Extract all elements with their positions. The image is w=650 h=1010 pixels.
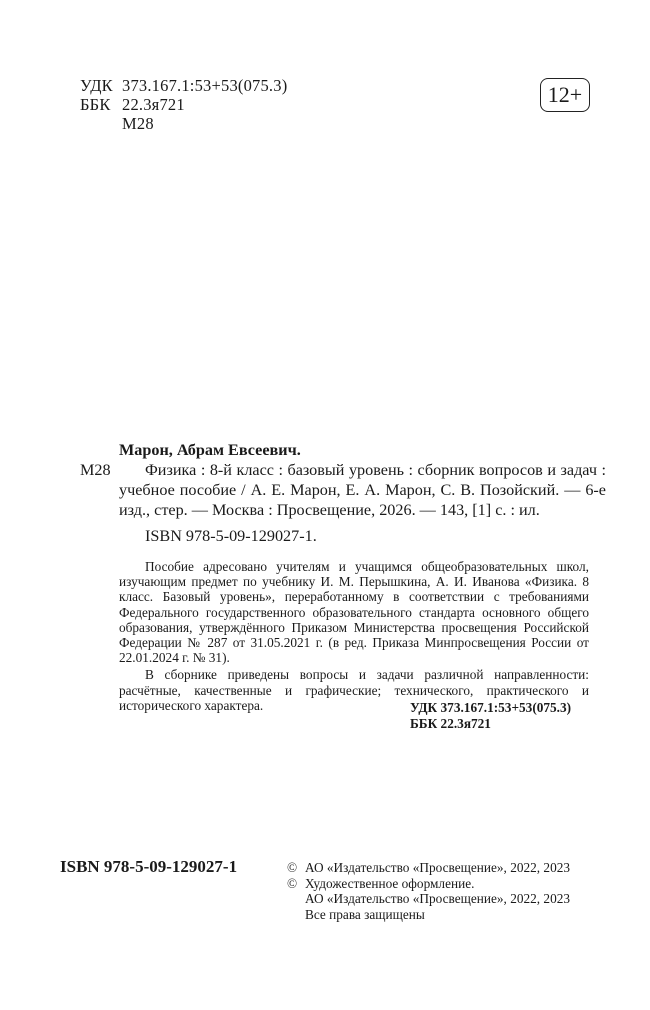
copyright-line: © АО «Издательство «Просвещение», 2022, 2023 xyxy=(287,860,571,875)
entry-author: Марон, Абрам Евсеевич. xyxy=(119,441,301,459)
author-mark-row xyxy=(80,114,287,133)
entry-description: Физика : 8-й класс : базовый уровень : сборник вопросов и задач : учебное пособие / А. Е. Марон, Е. А. Марон, С. В. Позойский. — 6-е изд., стер. — Москва : Просвещение, 2026. — 143, [1] с. : ил. xyxy=(119,461,606,519)
age-rating-badge: 12+ xyxy=(540,78,590,112)
footer-isbn: ISBN 978-5-09-129027-1 xyxy=(60,857,238,876)
bottom-udk: УДК 373.167.1:53+53(075.3) xyxy=(410,700,572,715)
copyright-line: АО «Издательство «Просвещение», 2022, 2023 xyxy=(305,891,571,906)
copyright-block xyxy=(287,860,570,922)
udk-row xyxy=(80,76,287,95)
bbk-value: 22.3я721 xyxy=(122,95,185,114)
udk-label: УДК xyxy=(80,76,113,95)
entry-code: М28 xyxy=(80,461,111,479)
copyright-icon: © xyxy=(287,875,298,891)
bottom-classification xyxy=(410,700,571,731)
bbk-row xyxy=(80,95,287,114)
catalog-entry xyxy=(80,440,606,546)
author-mark: М28 xyxy=(122,114,154,133)
copyright-line: © Художественное оформление. xyxy=(287,875,475,891)
top-classification xyxy=(80,76,287,133)
bottom-bbk: ББК 22.3я721 xyxy=(410,715,491,731)
annotation-paragraph: Пособие адресовано учителям и учащимся общеобразовательных школ, изучающим предмет по учебнику И. М. Перышкина, А. И. Иванова «Физика. 8 класс. Базовый уровень», переработанному в соответствии с требованиями Федерального государственного образовательного стандарта основного общего образования, утверждённого Приказом Министерства просвещения Российской Федерации № 287 от 31.05.2021 г. (в ред. Приказа Минпросвещения России от 22.01.2024 г. № 31). xyxy=(119,559,589,666)
copyright-icon: © xyxy=(287,860,298,875)
entry-isbn: ISBN 978-5-09-129027-1. xyxy=(145,527,317,545)
rights-reserved: Все права защищены xyxy=(305,906,425,922)
annotation xyxy=(119,559,589,713)
bbk-label: ББК xyxy=(80,95,111,114)
annotation-paragraph: В сборнике приведены вопросы и задачи различной направленности: расчётные, качественные и графические; технического, практического и исторического характера. xyxy=(119,667,589,713)
udk-value: 373.167.1:53+53(075.3) xyxy=(122,76,288,95)
